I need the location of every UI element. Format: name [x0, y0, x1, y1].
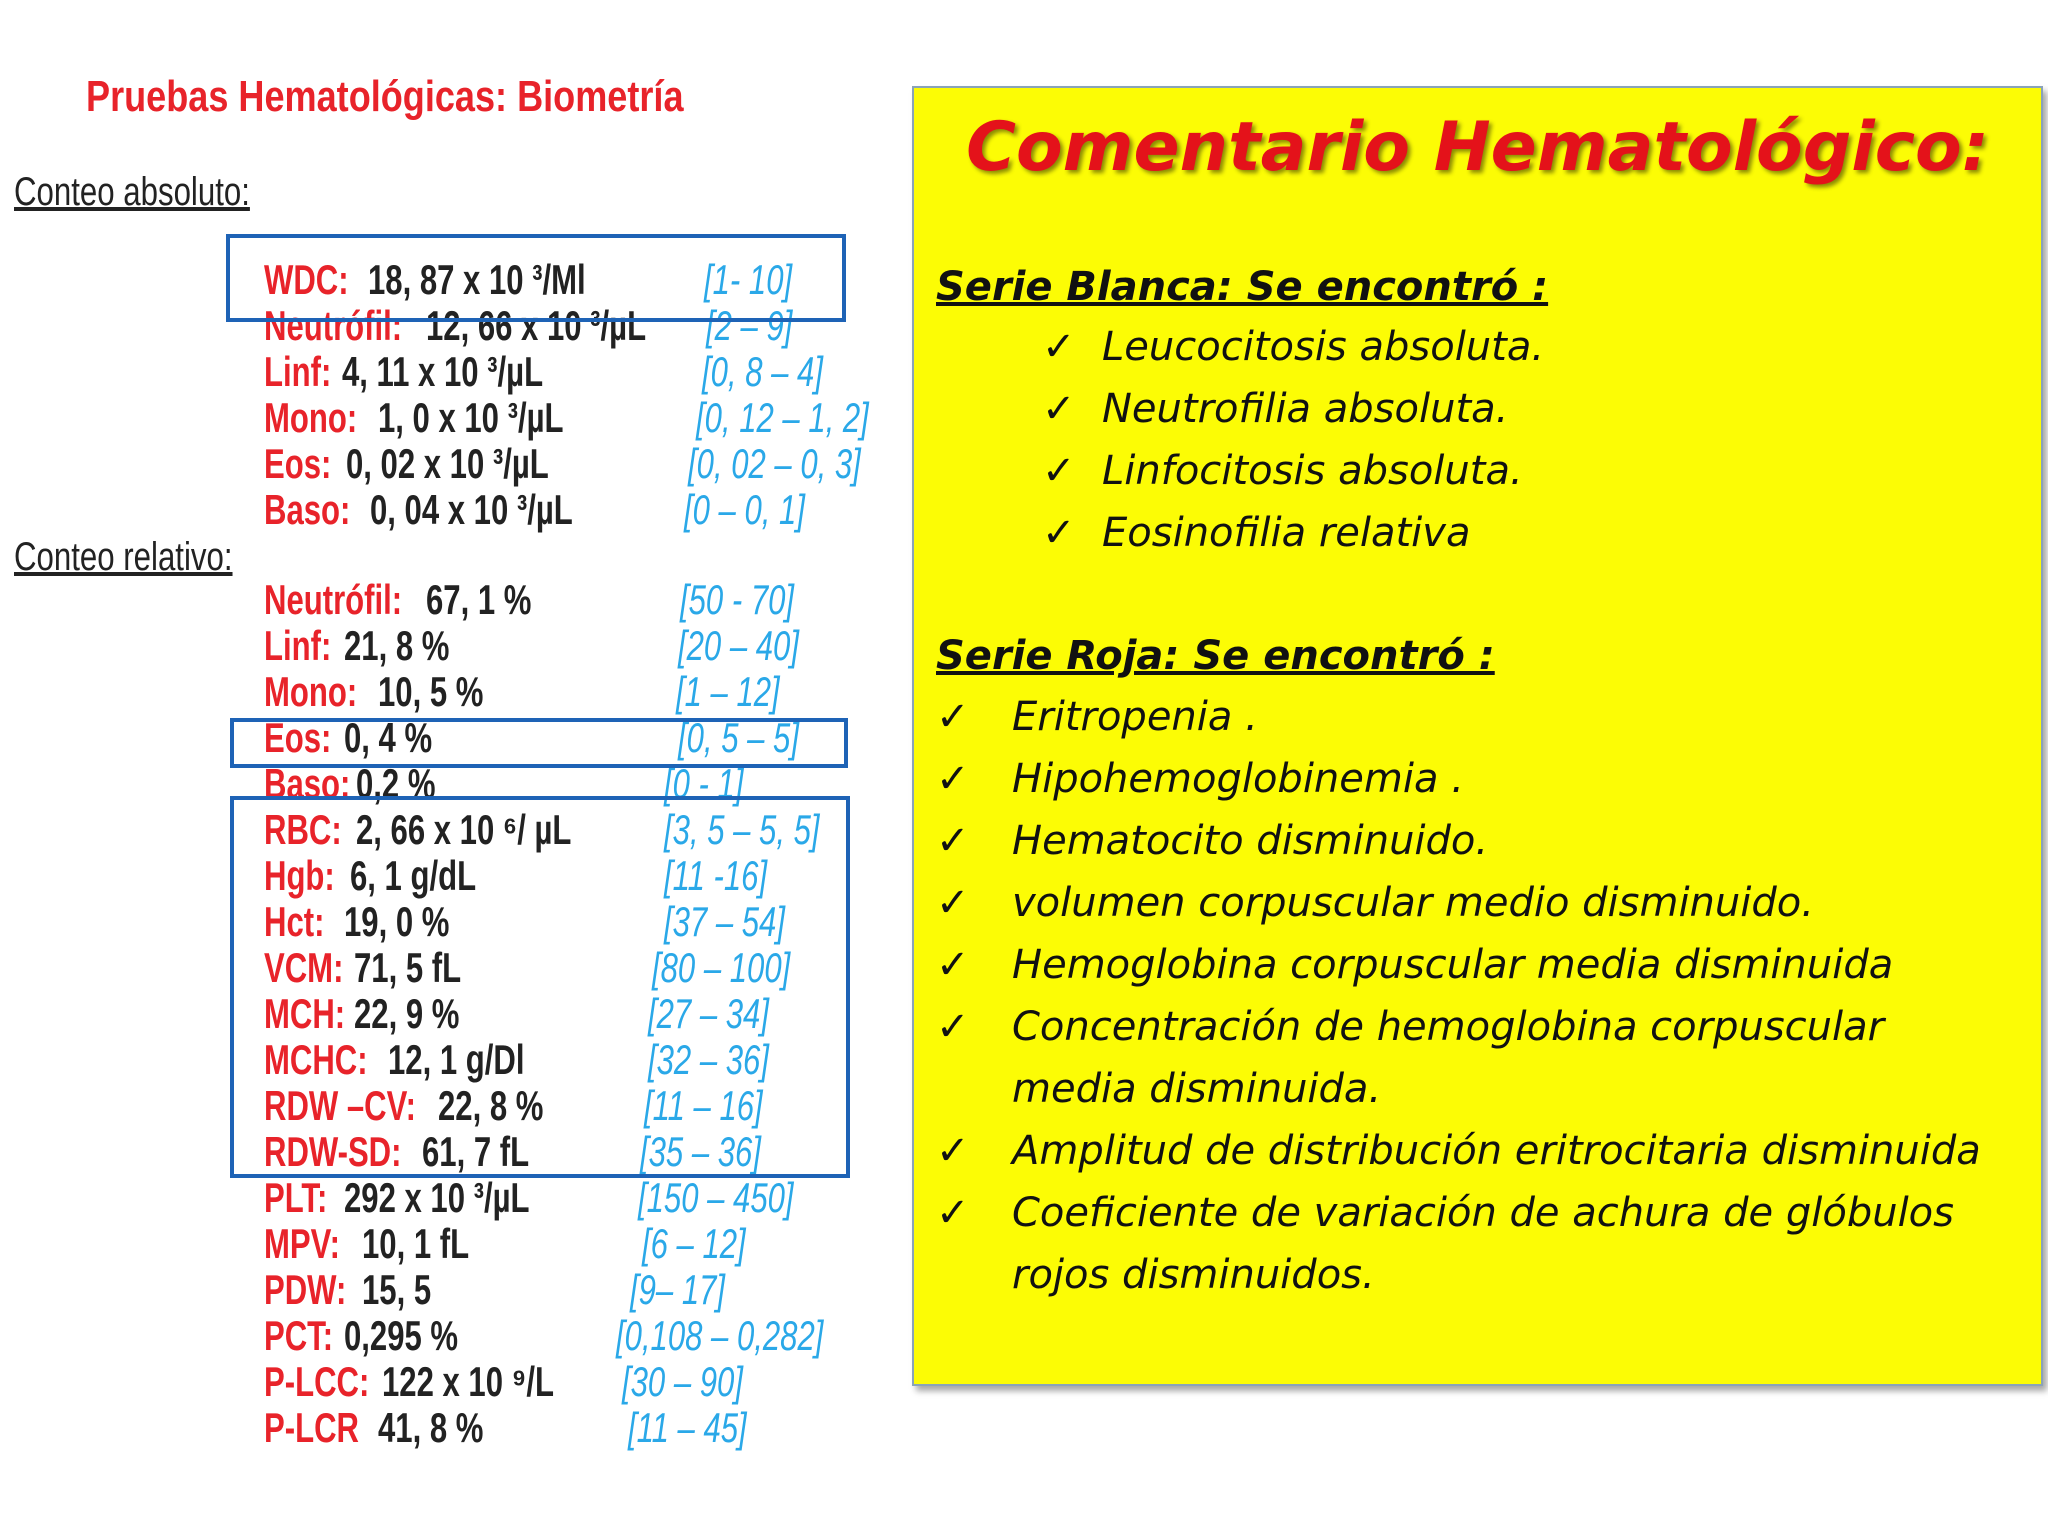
result-label: VCM:: [264, 944, 344, 991]
reference-range: [11 -16]: [664, 852, 768, 899]
reference-range: [32 – 36]: [648, 1036, 769, 1083]
finding-text: Linfocitosis absoluta.: [1102, 448, 1523, 494]
reference-range: [1- 10]: [704, 256, 793, 303]
result-row: [264, 1174, 904, 1220]
result-label: Eos:: [264, 714, 332, 761]
highlight-box-wbc: [226, 234, 846, 322]
finding-text: Neutrofilia absoluta.: [1102, 386, 1509, 432]
reference-range: [0, 12 – 1, 2]: [696, 394, 869, 441]
checkmark-icon: ✓: [936, 1128, 970, 1174]
reference-range: [150 – 450]: [638, 1174, 794, 1221]
result-label: Mono:: [264, 668, 358, 715]
reference-range: [50 - 70]: [680, 576, 795, 623]
result-label: Linf:: [264, 622, 332, 669]
panel-title: Comentario Hematológico:: [966, 108, 1989, 187]
result-label: Baso:: [264, 760, 351, 807]
result-value: 61, 7 fL: [422, 1128, 530, 1175]
checkmark-icon: ✓: [1042, 324, 1076, 370]
result-value: 12, 1 g/Dl: [388, 1036, 525, 1083]
reference-range: [2 – 9]: [706, 302, 793, 349]
result-label: PLT:: [264, 1174, 328, 1221]
result-value: 0,295 %: [344, 1312, 459, 1359]
result-value: 22, 9 %: [354, 990, 460, 1037]
checkmark-icon: ✓: [936, 818, 970, 864]
result-value: 292 x 10 ³/µL: [344, 1174, 530, 1221]
result-value: 15, 5: [362, 1266, 432, 1313]
checkmark-icon: ✓: [936, 694, 970, 740]
reference-range: [11 – 16]: [644, 1082, 763, 1129]
reference-range: [1 – 12]: [676, 668, 780, 715]
result-value: 18, 87 x 10 ³/Ml: [368, 256, 586, 303]
lab-title: Pruebas Hematológicas: Biometría: [86, 72, 684, 121]
result-value: 19, 0 %: [344, 898, 450, 945]
result-value: 0, 02 x 10 ³/µL: [346, 440, 549, 487]
result-row: [264, 1312, 904, 1358]
result-label: P-LCC:: [264, 1358, 370, 1405]
result-row: [264, 348, 904, 394]
finding-text: media disminuida.: [1012, 1066, 1382, 1112]
reference-range: [0, 02 – 0, 3]: [688, 440, 861, 487]
result-label: WDC:: [264, 256, 349, 303]
result-value: 0, 4 %: [344, 714, 433, 761]
checkmark-icon: ✓: [1042, 448, 1076, 494]
result-value: 0, 04 x 10 ³/µL: [370, 486, 573, 533]
reference-range: [27 – 34]: [648, 990, 769, 1037]
result-value: 41, 8 %: [378, 1404, 484, 1451]
finding-text: Concentración de hemoglobina corpuscular: [1012, 1004, 1885, 1050]
result-row: [264, 1404, 904, 1450]
result-label: PCT:: [264, 1312, 334, 1359]
hematology-comment-panel: [912, 86, 2043, 1386]
finding-text: Hemoglobina corpuscular media disminuida: [1012, 942, 1894, 988]
result-label: Neutrófil:: [264, 576, 403, 623]
result-value: 4, 11 x 10 ³/µL: [342, 348, 544, 395]
result-row: [264, 394, 904, 440]
result-label: Mono:: [264, 394, 358, 441]
result-value: 12, 66 x 10 ³/µL: [426, 302, 647, 349]
reference-range: [0,108 – 0,282]: [616, 1312, 824, 1359]
result-label: P-LCR: [264, 1404, 359, 1451]
result-value: 2, 66 x 10 ⁶/ µL: [356, 806, 572, 853]
reference-range: [37 – 54]: [664, 898, 785, 945]
result-value: 1, 0 x 10 ³/µL: [378, 394, 564, 441]
result-label: MPV:: [264, 1220, 340, 1267]
finding-text: rojos disminuidos.: [1012, 1252, 1375, 1298]
result-row: [264, 1266, 904, 1312]
result-label: RDW –CV:: [264, 1082, 416, 1129]
finding-text: Eritropenia .: [1012, 694, 1258, 740]
checkmark-icon: ✓: [936, 942, 970, 988]
absolute-count-heading: Conteo absoluto:: [14, 170, 250, 214]
finding-text: Amplitud de distribución eritrocitaria disminuida: [1012, 1128, 1981, 1174]
reference-range: [0, 8 – 4]: [702, 348, 823, 395]
finding-text: Hipohemoglobinemia .: [1012, 756, 1464, 802]
reference-range: [9– 17]: [630, 1266, 726, 1313]
red-series-heading: Serie Roja: Se encontró :: [936, 633, 1495, 679]
result-value: 122 x 10 ⁹/L: [382, 1358, 554, 1405]
result-row: [264, 1358, 904, 1404]
checkmark-icon: ✓: [936, 1004, 970, 1050]
highlight-box-eos: [230, 718, 848, 768]
result-label: PDW:: [264, 1266, 347, 1313]
relative-count-heading: Conteo relativo:: [14, 535, 233, 579]
result-label: Eos:: [264, 440, 332, 487]
checkmark-icon: ✓: [936, 756, 970, 802]
finding-text: Hematocito disminuido.: [1012, 818, 1489, 864]
result-label: Hct:: [264, 898, 325, 945]
result-row: [264, 622, 904, 668]
result-row: [264, 486, 904, 532]
reference-range: [11 – 45]: [628, 1404, 747, 1451]
result-label: Hgb:: [264, 852, 335, 899]
result-value: 67, 1 %: [426, 576, 532, 623]
finding-text: Eosinofilia relativa: [1102, 510, 1471, 556]
reference-range: [0 – 0, 1]: [684, 486, 805, 533]
result-label: Neutrófil:: [264, 302, 403, 349]
reference-range: [6 – 12]: [642, 1220, 746, 1267]
result-value: 71, 5 fL: [354, 944, 462, 991]
reference-range: [0, 5 – 5]: [678, 714, 799, 761]
finding-text: volumen corpuscular medio disminuido.: [1012, 880, 1814, 926]
finding-text: Coeficiente de variación de achura de glóbulos: [1012, 1190, 1954, 1236]
reference-range: [35 – 36]: [640, 1128, 761, 1175]
reference-range: [30 – 90]: [622, 1358, 743, 1405]
result-label: RDW-SD:: [264, 1128, 402, 1175]
result-value: 10, 1 fL: [362, 1220, 470, 1267]
result-value: 21, 8 %: [344, 622, 450, 669]
result-label: Linf:: [264, 348, 332, 395]
reference-range: [80 – 100]: [652, 944, 791, 991]
checkmark-icon: ✓: [1042, 510, 1076, 556]
result-value: 10, 5 %: [378, 668, 484, 715]
result-label: MCHC:: [264, 1036, 368, 1083]
lab-results-column: [0, 0, 900, 1536]
result-value: 22, 8 %: [438, 1082, 544, 1129]
result-value: 6, 1 g/dL: [350, 852, 477, 899]
result-row: [264, 1220, 904, 1266]
white-series-heading: Serie Blanca: Se encontró :: [936, 264, 1549, 310]
result-value: 0,2 %: [356, 760, 436, 807]
result-label: Baso:: [264, 486, 351, 533]
result-row: [264, 440, 904, 486]
result-label: MCH:: [264, 990, 346, 1037]
checkmark-icon: ✓: [1042, 386, 1076, 432]
reference-range: [20 – 40]: [678, 622, 799, 669]
checkmark-icon: ✓: [936, 880, 970, 926]
result-row: [264, 668, 904, 714]
checkmark-icon: ✓: [936, 1190, 970, 1236]
reference-range: [0 - 1]: [664, 760, 744, 807]
result-row: [264, 576, 904, 622]
finding-text: Leucocitosis absoluta.: [1102, 324, 1545, 370]
result-label: RBC:: [264, 806, 342, 853]
reference-range: [3, 5 – 5, 5]: [664, 806, 820, 853]
highlight-box-red-series: [230, 796, 850, 1178]
